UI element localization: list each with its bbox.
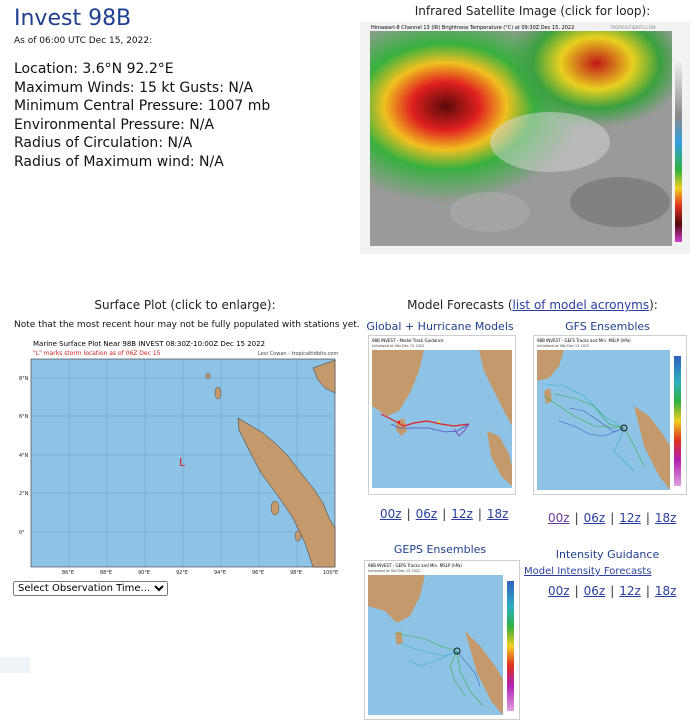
gfs-image-subtitle: Initialized at 06z Dec 15 2022: [537, 344, 590, 348]
run-link-06z[interactable]: 06z: [583, 511, 606, 525]
lat-label: 2°N: [19, 491, 29, 497]
storm-location-marker: L: [179, 456, 186, 469]
surface-heading: Surface Plot (click to enlarge):: [94, 298, 276, 312]
model-acronyms-link[interactable]: list of model acronyms: [512, 298, 650, 312]
separator: |: [645, 511, 650, 525]
surface-plot-title: Marine Surface Plot Near 98B INVEST 08:30Z-10:00Z Dec 15 2022: [33, 340, 266, 348]
page-title: Invest 98B: [14, 6, 132, 31]
geps-ensembles-image[interactable]: [364, 560, 520, 720]
lon-label: 100°E: [323, 570, 339, 576]
gfs-ensembles-image[interactable]: [533, 335, 687, 495]
observation-time-select[interactable]: [13, 581, 168, 596]
separator: |: [442, 507, 447, 521]
run-link-18z[interactable]: 18z: [486, 507, 509, 521]
run-link-18z[interactable]: 18z: [654, 584, 677, 598]
lon-label: 94°E: [214, 570, 227, 576]
separator: |: [574, 584, 579, 598]
env-pressure-text: Environmental Pressure: N/A: [14, 116, 215, 133]
footer-widget: [0, 657, 30, 673]
lon-label: 86°E: [62, 570, 75, 576]
lon-label: 92°E: [176, 570, 189, 576]
lon-label: 98°E: [290, 570, 303, 576]
gfs-image-title: 98B INVEST - GEFS Tracks and Min. MSLP (hPa): [537, 338, 631, 343]
run-link-18z[interactable]: 18z: [654, 511, 677, 525]
gfs-ensembles-title: GFS Ensembles: [565, 320, 650, 333]
satellite-image[interactable]: [360, 22, 690, 254]
lon-label: 90°E: [138, 570, 151, 576]
max-winds-text: Maximum Winds: 15 kt Gusts: N/A: [14, 79, 254, 96]
as-of-timestamp: As of 06:00 UTC Dec 15, 2022:: [14, 36, 153, 46]
run-link-00z[interactable]: 00z: [548, 584, 570, 598]
global-image-subtitle: Initialized at 06z Dec 15 2022: [372, 344, 425, 348]
lat-label: 6°N: [19, 414, 29, 420]
model-heading-prefix: Model Forecasts (: [407, 298, 513, 312]
model-heading-suffix: ):: [649, 298, 658, 312]
lat-label: 4°N: [19, 453, 29, 459]
radius-circulation-text: Radius of Circulation: N/A: [14, 135, 193, 151]
intensity-guidance-title: Intensity Guidance: [555, 548, 660, 561]
geps-image-subtitle: Initialized at 00z Dec 15 2022: [368, 569, 421, 573]
lat-label: 0°: [19, 530, 25, 536]
lon-label: 96°E: [252, 570, 265, 576]
separator: |: [645, 584, 650, 598]
geps-ensembles-title: GEPS Ensembles: [393, 543, 487, 556]
separator: |: [477, 507, 482, 521]
separator: |: [406, 507, 411, 521]
radius-max-wind-text: Radius of Maximum wind: N/A: [14, 153, 224, 170]
lat-label: 8°N: [19, 376, 29, 382]
surface-plot-subtitle: "L" marks storm location as of 06Z Dec 15: [33, 350, 161, 357]
intensity-run-links: [548, 584, 676, 598]
run-link-00z[interactable]: 00z: [380, 507, 402, 521]
satellite-heading: Infrared Satellite Image (click for loop):: [414, 4, 651, 18]
storm-info: [14, 60, 270, 171]
global-models-image[interactable]: [368, 335, 516, 495]
intensity-forecasts-link-text[interactable]: Model Intensity Forecasts: [524, 566, 652, 577]
run-link-06z[interactable]: 06z: [415, 507, 438, 521]
surface-note: Note that the most recent hour may not be fully populated with stations yet.: [14, 320, 360, 330]
lon-label: 88°E: [100, 570, 113, 576]
model-forecasts-heading: [395, 298, 670, 312]
separator: |: [610, 584, 615, 598]
global-image-title: 98B INVEST - Model Track Guidance: [372, 338, 444, 343]
run-link-12z[interactable]: 12z: [451, 507, 473, 521]
surface-plot-credit: Levi Cowan - tropicaltidbits.com: [258, 351, 339, 357]
separator: |: [610, 511, 615, 525]
geps-image-title: 98B INVEST - GEPS Tracks and Min. MSLP (hPa): [368, 563, 462, 568]
gfs-run-links: [548, 511, 676, 525]
run-link-12z[interactable]: 12z: [619, 511, 641, 525]
separator: |: [574, 511, 579, 525]
run-link-00z[interactable]: 00z: [548, 511, 570, 525]
intensity-forecasts-link[interactable]: [524, 566, 651, 577]
satellite-credit: TROPICALTIDBITS.COM: [610, 25, 656, 30]
surface-plot[interactable]: [13, 338, 343, 578]
satellite-image-title: Himawari-8 Channel 13 (IR) Brightness Temperature (°C) at 09:30Z Dec 15, 2022: [371, 25, 575, 31]
global-run-links: [380, 507, 508, 521]
location-text: Location: 3.6°N 92.2°E: [14, 61, 174, 77]
min-pressure-text: Minimum Central Pressure: 1007 mb: [14, 98, 271, 114]
global-models-title: Global + Hurricane Models: [366, 320, 514, 333]
run-link-06z[interactable]: 06z: [583, 584, 606, 598]
run-link-12z[interactable]: 12z: [619, 584, 641, 598]
